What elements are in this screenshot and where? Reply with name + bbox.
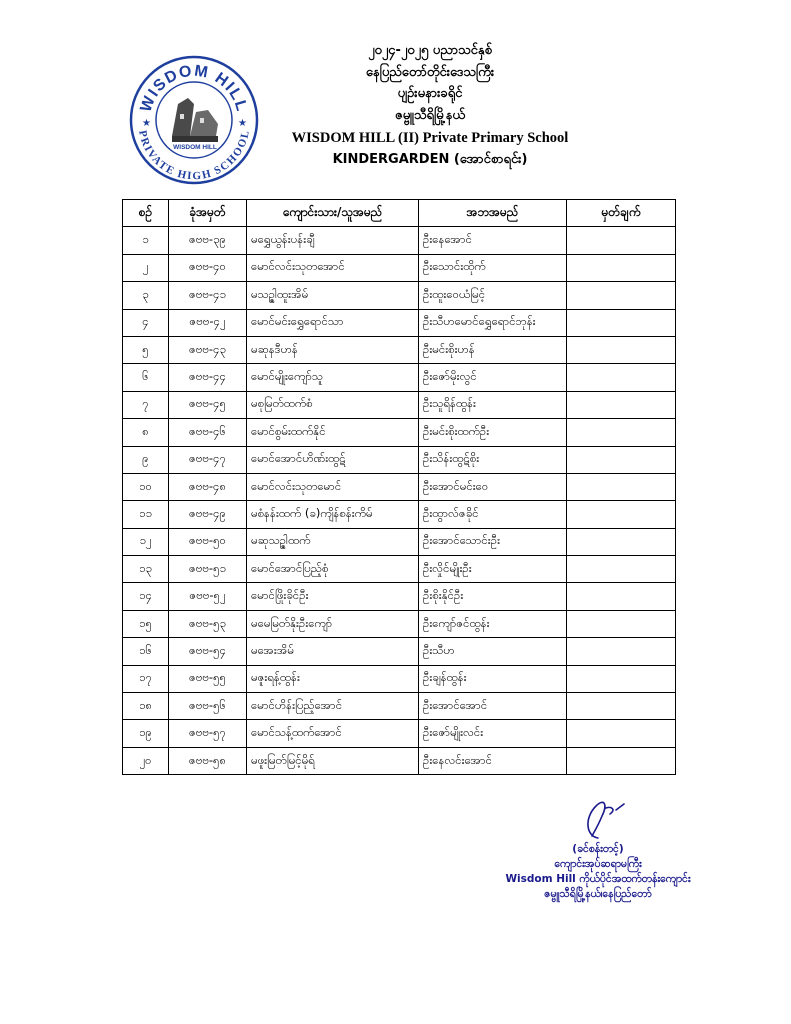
cell-father-name: ဦးအောင်အောင် [419,693,567,720]
table-row [123,528,676,555]
cell-student-name: မသဉ္ဇါထူးအိမ် [247,282,419,309]
table-row [123,693,676,720]
table-row [123,501,676,528]
table-row [123,336,676,363]
cell-student-name: မောင်မျိုးကျော်သူ [247,364,419,391]
cell-father-name: ဦးထွာလ်ဇခိုင် [419,501,567,528]
cell-student-name: မောင်အောင်ဟိဏ်းထွဋ် [247,446,419,473]
cell-father-name: ဦးသီဟမောင်ရွှေရောင်ဘုန်း [419,309,567,336]
cell-student-name: မဆုနဒီဟန် [247,336,419,363]
cell-no: ၁၁ [123,501,169,528]
cell-no: ၁၄ [123,583,169,610]
cell-father-name: ဦးကျော်ဇင်ထွန်း [419,610,567,637]
cell-no: ၈ [123,419,169,446]
cell-student-name: မစုမြတ်ထက်စံ [247,391,419,418]
col-header-remarks: မှတ်ချက် [567,200,676,227]
table-row [123,556,676,583]
table-row [123,720,676,747]
cell-father-name: ဦးသီဟ [419,638,567,665]
cell-father-name: ဦးသိန်းထွဋ်စိုး [419,446,567,473]
table-row [123,638,676,665]
cell-remarks [567,528,676,555]
table-row [123,419,676,446]
cell-student-name: မဆုသဉ္ဇါထက် [247,528,419,555]
document-header [230,40,630,170]
cell-student-name: မမေမြတ်နိုးဦးကျော် [247,610,419,637]
cell-remarks [567,282,676,309]
table-row [123,610,676,637]
table-row [123,309,676,336]
cell-father-name: ဦးနေလင်းအောင် [419,747,567,774]
cell-remarks [567,336,676,363]
cell-student-name: မရွှေယွန်းပန်းချီ [247,227,419,254]
cell-seat: ဇဗဗ-၄၈ [169,473,247,500]
cell-remarks [567,309,676,336]
results-table [122,199,676,775]
cell-no: ၂၀ [123,747,169,774]
cell-no: ၉ [123,446,169,473]
cell-no: ၁၀ [123,473,169,500]
cell-student-name: မောင်ဖြိုးခိုင်ဦး [247,583,419,610]
cell-remarks [567,610,676,637]
cell-remarks [567,419,676,446]
logo-building-icon [172,98,218,142]
logo-inner-text: WISDOM HILL [173,144,217,151]
cell-student-name: မောင်ဟိန်းပြည့်အောင် [247,693,419,720]
signature-scribble-icon [568,796,628,842]
district: ပျဉ်းမနားခရိုင် [397,86,463,101]
cell-remarks [567,665,676,692]
cell-father-name: ဦးသောင်းထိုက် [419,254,567,281]
cell-seat: ဇဗဗ-၄၁ [169,282,247,309]
table-row [123,282,676,309]
cell-father-name: ဦးဇော်မျိုးလင်း [419,720,567,747]
cell-seat: ဇဗဗ-၅၈ [169,747,247,774]
cell-father-name: ဦးအောင်သောင်းဦး [419,528,567,555]
cell-seat: ဇဗဗ-၄၃ [169,336,247,363]
cell-seat: ဇဗဗ-၄၅ [169,391,247,418]
cell-father-name: ဦးမင်းစိုးထက်ဦး [419,419,567,446]
signer-title: ကျောင်းအုပ်ဆရာမကြီး [554,858,642,870]
col-header-father: အဘအမည် [419,200,567,227]
table-header-row [123,200,676,227]
cell-father-name: ဦးသူရိန်ထွန်း [419,391,567,418]
cell-seat: ဇဗဗ-၄၉ [169,501,247,528]
cell-seat: ဇဗဗ-၅၆ [169,693,247,720]
table-row [123,446,676,473]
cell-remarks [567,693,676,720]
cell-father-name: ဦးချန်ထွန်း [419,665,567,692]
cell-father-name: ဦးစိုးနိုင်ဦး [419,583,567,610]
cell-no: ၁၇ [123,665,169,692]
cell-seat: ဇဗဗ-၅၄ [169,638,247,665]
class-title: KINDERGARDEN (အောင်စာရင်း) [332,152,528,167]
cell-seat: ဇဗဗ-၄၄ [169,364,247,391]
cell-remarks [567,473,676,500]
cell-student-name: မဇူးရန့်ထွန်း [247,665,419,692]
cell-student-name: မောင်စွမ်းထက်နိုင် [247,419,419,446]
cell-remarks [567,446,676,473]
cell-remarks [567,747,676,774]
cell-remarks [567,583,676,610]
cell-seat: ဇဗဗ-၅၇ [169,720,247,747]
signature-block [498,796,698,902]
academic-year: ၂၀၂၄-၂၀၂၅ ပညာသင်နှစ် [368,43,492,58]
cell-remarks [567,556,676,583]
cell-father-name: ဦးအောင်မင်းဝေ [419,473,567,500]
cell-no: ၁၂ [123,528,169,555]
cell-father-name: ဦးမင်းစိုးဟန် [419,336,567,363]
table-row [123,583,676,610]
cell-remarks [567,720,676,747]
table-row [123,747,676,774]
col-header-no: စဉ် [123,200,169,227]
svg-text:★: ★ [142,118,151,129]
col-header-seat: ခုံအမှတ် [169,200,247,227]
cell-no: ၁၈ [123,693,169,720]
cell-seat: ဇဗဗ-၅၀ [169,528,247,555]
cell-remarks [567,364,676,391]
cell-father-name: ဦးဇော်မိုးလွင် [419,364,567,391]
table-row [123,227,676,254]
table-row [123,665,676,692]
cell-father-name: ဦးနေအောင် [419,227,567,254]
signer-school: Wisdom Hill ကိုယ်ပိုင်အထက်တန်းကျောင်း [505,873,691,885]
cell-seat: ဇဗဗ-၄၆ [169,419,247,446]
col-header-student: ကျောင်းသား/သူအမည် [247,200,419,227]
cell-seat: ဇဗဗ-၅၅ [169,665,247,692]
cell-seat: ဇဗဗ-၅၁ [169,556,247,583]
cell-no: ၁၃ [123,556,169,583]
cell-no: ၆ [123,364,169,391]
school-name: WISDOM HILL (II) Private Primary School [291,130,569,146]
cell-remarks [567,501,676,528]
table-body [123,227,676,775]
cell-father-name: ဦးထူးဝေယံမြင့် [419,282,567,309]
logo-top-text: WISDOM HILL [137,62,251,115]
cell-no: ၁၅ [123,610,169,637]
cell-no: ၁၉ [123,720,169,747]
township: ဇမ္ဗူသီရိမြို့နယ် [395,107,465,123]
svg-text:★: ★ [238,118,247,129]
table-row [123,254,676,281]
cell-no: ၂ [123,254,169,281]
cell-student-name: မစံနန်းထက် (ခ)ကျိန်စန်းကိမ် [247,501,419,528]
cell-remarks [567,227,676,254]
cell-no: ၄ [123,309,169,336]
cell-student-name: မအေးအိမ် [247,638,419,665]
cell-student-name: မောင်သန့်ထက်အောင် [247,720,419,747]
cell-seat: ဇဗဗ-၅၂ [169,583,247,610]
signer-name: (ခင်စန်းတင့်) [572,843,624,855]
cell-seat: ဇဗဗ-၅၃ [169,610,247,637]
cell-student-name: မောင်လင်းသုတမောင် [247,473,419,500]
cell-seat: ဇဗဗ-၄၂ [169,309,247,336]
cell-student-name: မောင်လင်းသုတအောင် [247,254,419,281]
region: နေပြည်တော်တိုင်းဒေသကြီး [365,64,495,80]
cell-seat: ဇဗဗ-၄၇ [169,446,247,473]
cell-student-name: မဖူးမြတ်မြင့်မိုရ် [247,747,419,774]
cell-remarks [567,391,676,418]
table-row [123,391,676,418]
cell-seat: ဇဗဗ-၃၉ [169,227,247,254]
table-row [123,473,676,500]
cell-no: ၁ [123,227,169,254]
cell-no: ၇ [123,391,169,418]
logo-bottom-text: PRIVATE HIGH SCHOOL [136,129,252,183]
cell-no: ၁၆ [123,638,169,665]
cell-father-name: ဦးလှိုင်မျိုးဦး [419,556,567,583]
signer-location: ဇမ္ဗူသီရိမြို့နယ်၊နေပြည်တော် [544,888,652,900]
table-row [123,364,676,391]
cell-seat: ဇဗဗ-၄၀ [169,254,247,281]
cell-student-name: မောင်မင်းရွှေရောင်သာ [247,309,419,336]
cell-remarks [567,638,676,665]
cell-remarks [567,254,676,281]
cell-no: ၃ [123,282,169,309]
cell-student-name: မောင်အောင်ပြည့်စုံ [247,556,419,583]
cell-no: ၅ [123,336,169,363]
